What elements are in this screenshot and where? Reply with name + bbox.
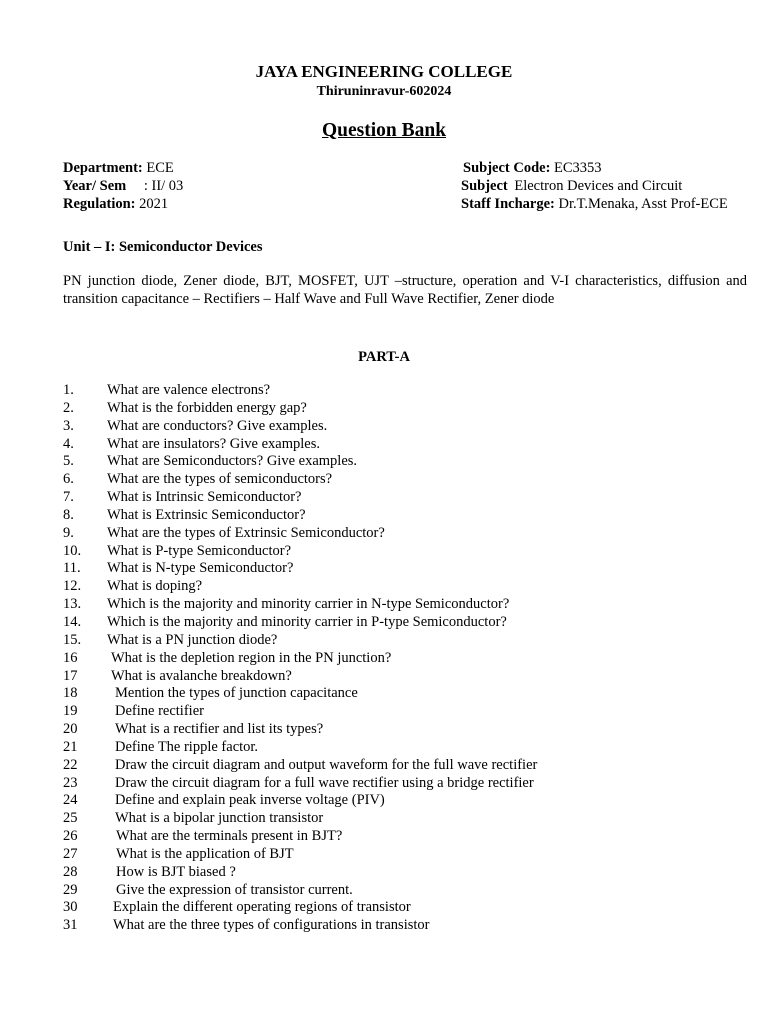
- question-item: [63, 775, 753, 793]
- question-item: [63, 882, 753, 900]
- question-item: [63, 650, 753, 668]
- question-item: [63, 436, 753, 454]
- department-label: Department:: [63, 160, 143, 176]
- question-item: [63, 899, 753, 917]
- question-number: 4.: [63, 435, 74, 452]
- question-number: 10.: [63, 542, 82, 559]
- question-item: [63, 917, 753, 935]
- question-item: [63, 471, 753, 489]
- question-number: 17: [63, 667, 78, 684]
- question-item: [63, 507, 753, 525]
- question-text: What are conductors? Give examples.: [107, 417, 328, 434]
- question-item: [63, 668, 753, 686]
- question-number: 5.: [63, 453, 74, 470]
- question-item: [63, 578, 753, 596]
- question-number: 14.: [63, 613, 82, 630]
- question-number: 2.: [63, 399, 74, 416]
- question-text: What are valence electrons?: [107, 382, 271, 398]
- question-item: [63, 489, 753, 507]
- document-title: Question Bank: [321, 120, 447, 141]
- question-number: 12.: [63, 578, 82, 595]
- regulation-line: [63, 196, 168, 213]
- year-sem-label: Year/ Sem: [63, 178, 127, 194]
- question-number: 11.: [63, 560, 81, 577]
- question-number: 26: [63, 828, 78, 845]
- question-number: 8.: [63, 506, 74, 523]
- unit-syllabus: PN junction diode, Zener diode, BJT, MOSFET, UJT –structure, operation and V-I characteristics, diffusion and transition capacitance – Rectifiers – Half Wave and Full Wave Rectifier, Zener diode: [63, 273, 747, 307]
- question-text: What is P-type Semiconductor?: [107, 542, 292, 559]
- question-text: What is N-type Semiconductor?: [107, 560, 294, 577]
- college-name: JAYA ENGINEERING COLLEGE: [255, 62, 513, 81]
- question-text: Draw the circuit diagram and output waveform for the full wave rectifier: [115, 756, 538, 773]
- department-line: [63, 160, 174, 177]
- question-item: [63, 632, 753, 650]
- question-number: 23: [63, 774, 78, 791]
- subject-code-label: Subject Code:: [463, 160, 551, 176]
- question-text: What is the depletion region in the PN junction?: [111, 649, 392, 666]
- question-text: What is a rectifier and list its types?: [115, 721, 324, 738]
- question-text: What is a PN junction diode?: [107, 631, 278, 648]
- year-sem-line: [63, 178, 183, 195]
- question-number: 7.: [63, 489, 74, 506]
- question-item: [63, 721, 753, 739]
- year-sem-value: : II/ 03: [143, 178, 184, 194]
- subject-line: [461, 178, 682, 195]
- question-number: 6.: [63, 471, 74, 488]
- question-number: 1.: [63, 382, 74, 398]
- subject-label: Subject: [461, 178, 508, 194]
- question-text: Draw the circuit diagram for a full wave rectifier using a bridge rectifier: [115, 774, 534, 791]
- department-value: ECE: [146, 160, 174, 176]
- question-text: What is doping?: [107, 578, 203, 595]
- subject-code-line: [463, 160, 602, 177]
- question-number: 19: [63, 703, 78, 720]
- question-text: What are the types of Extrinsic Semiconductor?: [107, 524, 385, 541]
- subject-value: Electron Devices and Circuit: [514, 178, 683, 194]
- question-number: 20: [63, 721, 78, 738]
- staff-line: [461, 196, 728, 213]
- subject-code-value: EC3353: [554, 160, 602, 176]
- question-number: 21: [63, 738, 78, 755]
- question-text: How is BJT biased ?: [116, 863, 236, 880]
- question-text: What are the terminals present in BJT?: [116, 828, 343, 845]
- question-text: What is avalanche breakdown?: [111, 667, 292, 684]
- question-number: 31: [63, 917, 78, 934]
- question-number: 28: [63, 863, 78, 880]
- question-text: Give the expression of transistor current.: [116, 881, 353, 898]
- college-location: Thiruninravur-602024: [316, 84, 452, 99]
- question-item: [63, 846, 753, 864]
- question-number: 27: [63, 845, 78, 862]
- question-number: 9.: [63, 524, 74, 541]
- question-number: 29: [63, 881, 78, 898]
- question-item: [63, 828, 753, 846]
- question-text: Define The ripple factor.: [115, 738, 259, 755]
- question-item: [63, 614, 753, 632]
- question-item: [63, 382, 753, 400]
- question-text: Which is the majority and minority carrier in N-type Semiconductor?: [107, 596, 510, 613]
- question-item: [63, 864, 753, 882]
- question-text: Which is the majority and minority carrier in P-type Semiconductor?: [107, 613, 507, 630]
- question-text: Explain the different operating regions of transistor: [113, 899, 411, 916]
- question-text: What are the types of semiconductors?: [107, 471, 333, 488]
- question-number: 16: [63, 649, 78, 666]
- question-list: [63, 382, 753, 935]
- question-text: What is Intrinsic Semiconductor?: [107, 489, 302, 506]
- question-item: [63, 453, 753, 471]
- question-item: [63, 739, 753, 757]
- question-text: Define rectifier: [115, 703, 204, 720]
- regulation-value: 2021: [139, 196, 169, 212]
- question-text: What are Semiconductors? Give examples.: [107, 453, 358, 470]
- question-item: [63, 525, 753, 543]
- question-item: [63, 685, 753, 703]
- question-number: 30: [63, 899, 78, 916]
- question-item: [63, 596, 753, 614]
- question-item: [63, 560, 753, 578]
- unit-title: Unit – I: Semiconductor Devices: [63, 239, 263, 255]
- question-item: [63, 810, 753, 828]
- question-item: [63, 543, 753, 561]
- question-item: [63, 757, 753, 775]
- staff-value: Dr.T.Menaka, Asst Prof-ECE: [558, 196, 728, 212]
- question-text: What is the forbidden energy gap?: [107, 399, 307, 416]
- question-number: 13.: [63, 596, 82, 613]
- question-number: 3.: [63, 417, 74, 434]
- question-number: 18: [63, 685, 78, 702]
- question-text: Mention the types of junction capacitance: [115, 685, 358, 702]
- question-text: What are the three types of configurations in transistor: [113, 917, 430, 934]
- question-item: [63, 400, 753, 418]
- regulation-label: Regulation:: [63, 196, 136, 212]
- question-item: [63, 418, 753, 436]
- question-text: What is the application of BJT: [116, 845, 294, 862]
- question-number: 22: [63, 756, 78, 773]
- question-number: 25: [63, 810, 78, 827]
- question-item: [63, 792, 753, 810]
- staff-label: Staff Incharge:: [461, 196, 555, 212]
- question-text: Define and explain peak inverse voltage (PIV): [115, 792, 385, 809]
- question-text: What is Extrinsic Semiconductor?: [107, 506, 306, 523]
- question-number: 24: [63, 792, 78, 809]
- question-item: [63, 703, 753, 721]
- question-text: What are insulators? Give examples.: [107, 435, 320, 452]
- question-number: 15.: [63, 631, 82, 648]
- part-title: PART-A: [358, 349, 410, 365]
- question-text: What is a bipolar junction transistor: [115, 810, 324, 827]
